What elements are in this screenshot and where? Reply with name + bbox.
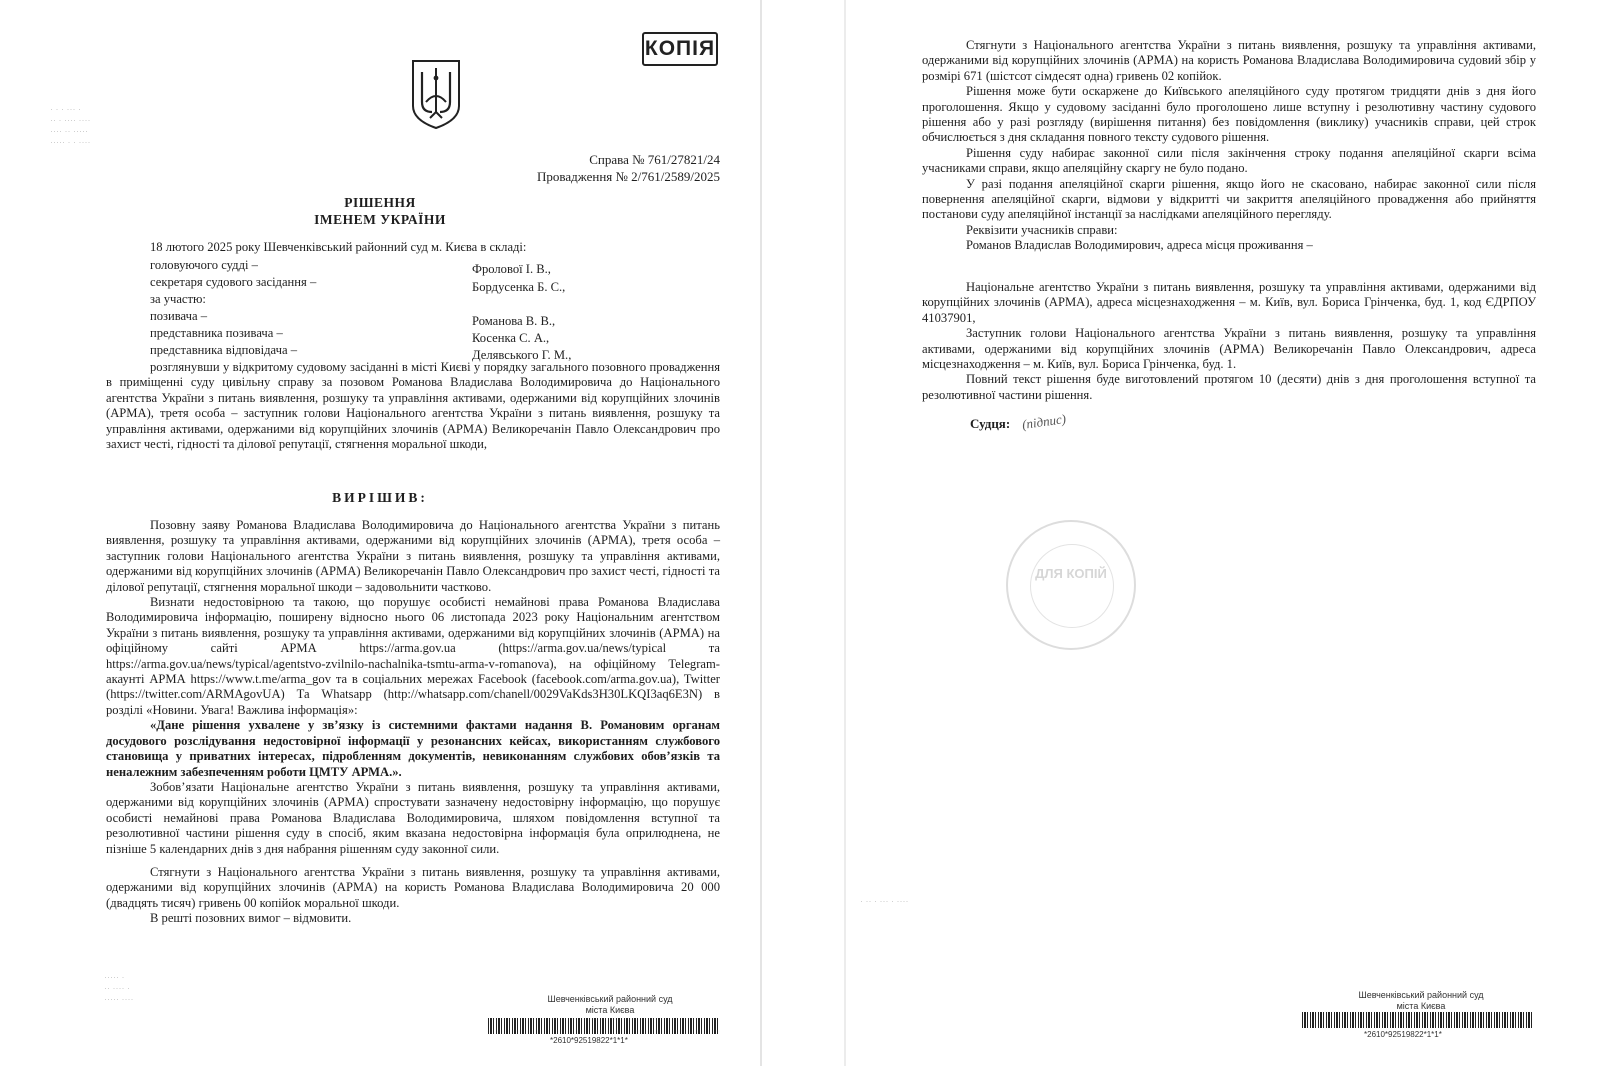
footer-court-name: Шевченківський районний суд	[547, 994, 673, 1004]
page-gap-left-edge	[760, 0, 762, 1066]
paragraph: Рішення може бути оскаржене до Київського апеляційного суду протягом тридцяти днів з дня його проголошення. Якщо у судовому засіданні було проголошено лише вступну і резолютивну частину судового рішення або у разі розгляду (вирішення питання) без повідомлення (виклику) учасників справи, цей строк обчислюється з дня складання повного тексту судового рішення.	[922, 84, 1536, 145]
court-seal	[1006, 520, 1136, 650]
decision-subtitle: ІМЕНЕМ УКРАЇНИ	[314, 212, 446, 227]
paragraph: Реквізити учасників справи:	[966, 222, 1118, 237]
decided-heading: ВИРІШИВ:	[332, 490, 428, 505]
judge-signature: (підпис)	[1021, 411, 1067, 433]
composition-name: Делявського Г. М.,	[472, 348, 572, 362]
coat-of-arms-icon	[410, 58, 462, 130]
faint-bleed-text: · ·· · ··· · ····	[860, 896, 909, 906]
footer-city: міста Києва	[1396, 1001, 1446, 1011]
right-paragraphs-2	[922, 280, 1536, 403]
paragraph: Стягнути з Національного агентства України з питань виявлення, розшуку та управління активами, одержаними від корупційних злочинів (АРМА) на користь Романова Владислава Володимировича 20 000 (двадцять тисяч) гривень 00 копійок моральної шкоди.	[106, 864, 720, 910]
paragraph: У разі подання апеляційної скарги рішення, якщо його не скасовано, набирає законної сили після повернення апеляційної скарги, відмови у відкритті чи закриття апеляційного провадження або прийняття постанови суду апеляційної інстанції за наслідками апеляційного перегляду.	[922, 176, 1536, 222]
case-number: Справа № 761/27821/24	[589, 152, 720, 167]
paragraph: Визнати недостовірною та такою, що порушує особисті немайнові права Романова Владислава Володимировича інформацію, поширену відносно нього 06 листопада 2023 року Національним агентством України з питань виявлення, розшуку та управління активами, одержаними від корупційних злочинів (АРМА) на офіційному сайті АРМА https://arma.gov.ua (https://arma.gov.ua/news/typical та https://arma.gov.ua/news/typical/agentstvo-zvilnilo-nachalnika-tsmtu-arma-v-romanova), на офіційному Telegram-акаунті АРМА https://www.t.me/arma_gov та в соціальних мережах Facebook (facebook.com/arma.gov.ua), Twitter (https://twitter.com/ARMAgovUA) Та Whatsapp (http://whatsapp.com/chanell/0029VaKds3H30LKQI3aq6E3N) в розділі «Новини. Увага! Важлива інформація»:	[106, 595, 720, 717]
operative-part	[106, 518, 720, 927]
paragraph: Зобов’язати Національне агентство України з питань виявлення, розшуку та управління активами, одержаними від корупційних злочинів (АРМА) спростувати зазначену недостовірну інформацію, що порушує особисті немайнові права Романова Владислава Володимировича, шляхом повідомлення вступної та резолютивної частини рішення суду в спосіб, яким вказана недостовірна інформація була оприлюднена, не пізніше 5 календарних днів з дня набрання рішенням суду законної сили.	[106, 779, 720, 856]
considered-text: розглянувши у відкритому судовому засіданні в місті Києві у порядку загального позовного провадження в приміщенні суду цивільну справу за позовом Романова Владислава Володимировича до Національного агентства України з питань виявлення, розшуку та управління активами, одержаними від корупційних злочинів (АРМА), третя особа – заступник голови Національного агентства України з питань виявлення, розшуку та управління активами, одержаними від корупційних злочинів (АРМА) Великоречанін Павло Олександрович про захист честі, гідності та ділової репутації, стягнення моральної шкоди,	[106, 360, 720, 452]
faint-bleed-text: ····· · ·· ···· · ····· ····	[104, 972, 134, 1004]
composition-role: представника позивача –	[150, 326, 283, 340]
quoted-statement: «Дане рішення ухвалене у зв’язку із системними фактами надання В. Романовим органам досудового розслідування недостовірної інформації у резонансних кейсах, використанням службового становища у приватних інтересах, підробленням документів, невиконанням службових обов’язків та неналежним забезпеченням роботи ЦМТУ АРМА.».	[106, 718, 720, 779]
judge-label: Судця:	[970, 416, 1011, 431]
footer-city: міста Києва	[585, 1005, 635, 1015]
composition-role: головуючого судді –	[150, 258, 258, 272]
composition-name: Романова В. В.,	[472, 314, 556, 328]
seal-inner-ring	[1030, 544, 1114, 628]
barcode-number: *2610*92519822*1*1*	[1364, 1030, 1442, 1039]
document-page-1	[0, 0, 760, 1066]
composition-role: за участю:	[150, 292, 206, 306]
barcode	[1302, 1012, 1534, 1028]
paragraph: Повний текст рішення буде виготовлений протягом 10 (десяти) днів з дня проголошення вступної та резолютивної частини рішення.	[922, 372, 1536, 402]
composition-name: Бордусенка Б. С.,	[472, 280, 566, 294]
composition-role: позивача –	[150, 309, 207, 323]
barcode	[488, 1018, 720, 1034]
paragraph: Романов Владислав Володимирович, адреса місця проживання –	[966, 238, 1313, 253]
paragraph: Заступник голови Національного агентства України з питань виявлення, розшуку та управління активами, одержаними від корупційних злочинів (АРМА) Великоречанін Павло Олександрович, адреса місцезнаходження – м. Київ, вул. Бориса Грінченка, буд. 1.	[922, 326, 1536, 372]
paragraph: Рішення суду набирає законної сили після закінчення строку подання апеляційної скарги всіма учасниками справи, якщо апеляційну скаргу не було подано.	[922, 145, 1536, 176]
intro-line: 18 лютого 2025 року Шевченківський районний суд м. Києва в складі:	[150, 240, 527, 254]
barcode-number: *2610*92519822*1*1*	[550, 1036, 628, 1045]
seal-text: ДЛЯ КОПІЙ	[1035, 566, 1107, 581]
footer-court-name: Шевченківський районний суд	[1358, 990, 1484, 1000]
paragraph: В решті позовних вимог – відмовити.	[150, 911, 352, 926]
paragraph: Позовну заяву Романова Владислава Володимировича до Національного агентства України з питань виявлення, розшуку та управління активами, одержаними від корупційних злочинів (АРМА), третя особа – заступник голови Національного агентства України з питань виявлення, розшуку та управління активами, одержаними від корупційних злочинів (АРМА) Великоречанін Павло Олександрович про захист честі, гідності та ділової репутації, стягнення моральної шкоди – задовольнити частково.	[106, 518, 720, 594]
faint-bleed-text: · · · ··· · ·· · ···· ···· ···· ·· ····· ····· · · ····	[50, 104, 91, 147]
document-page-2	[846, 0, 1600, 1066]
right-paragraphs	[922, 38, 1536, 254]
paragraph: Національне агентство України з питань виявлення, розшуку та управління активами, одержаними від корупційних злочинів (АРМА), адреса місцезнаходження – м. Київ, вул. Бориса Грінченка, буд. 1, код ЄДРПОУ 41037901,	[922, 280, 1536, 325]
proceeding-number: Провадження № 2/761/2589/2025	[537, 169, 720, 184]
considered-paragraph	[106, 360, 720, 452]
composition-role: секретаря судового засідання –	[150, 275, 317, 289]
decision-title: РІШЕННЯ	[344, 195, 416, 210]
paragraph: Стягнути з Національного агентства України з питань виявлення, розшуку та управління активами, одержаними від корупційних злочинів (АРМА) на користь Романова Владислава Володимировича судовий збір у розмірі 671 (шістсот сімдесят одна) гривень 02 копійок.	[922, 38, 1536, 83]
copy-stamp: КОПІЯ	[642, 32, 718, 66]
composition-name: Косенка С. А.,	[472, 331, 550, 345]
court-footer	[540, 994, 680, 1016]
composition-role: представника відповідача –	[150, 343, 297, 357]
composition-name: Фролової І. В.,	[472, 262, 551, 276]
court-footer	[1346, 990, 1496, 1012]
